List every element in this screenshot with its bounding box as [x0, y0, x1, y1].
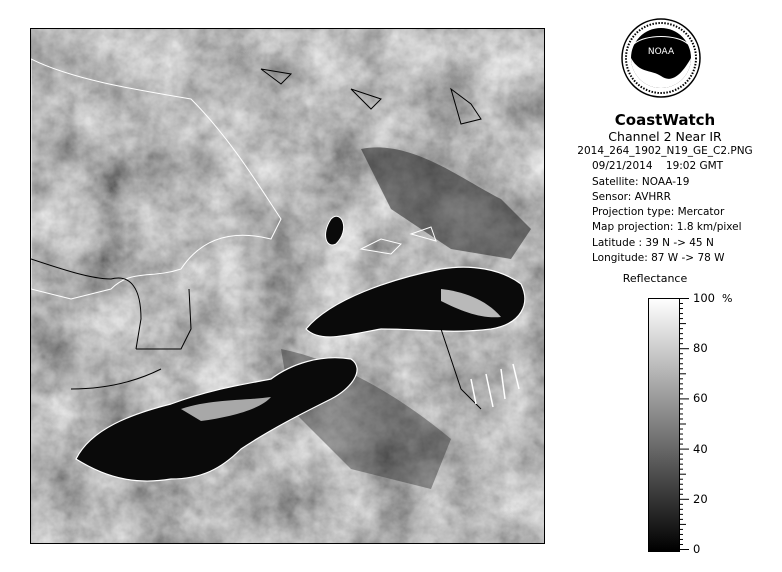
satellite: Satellite: NOAA-19	[592, 175, 690, 188]
noaa-logo	[620, 14, 702, 106]
latitude: Latitude : 39 N -> 45 N	[592, 236, 714, 249]
colorbar-tick-label: 100	[693, 291, 715, 305]
colorbar-tick-label: 0	[693, 542, 701, 556]
date: 09/21/2014	[592, 160, 653, 173]
colorbar	[648, 298, 680, 552]
colorbar-tick-label: 60	[693, 391, 708, 406]
colorbar-tick-label: 40	[693, 441, 708, 456]
time: 19:02 GMT	[665, 160, 724, 173]
filename: 2014_264_1902_N19_GE_C2.PNG	[577, 145, 753, 157]
channel-title: Channel 2 Near IR	[608, 129, 722, 144]
sensor: Sensor: AVHRR	[592, 190, 671, 203]
map-projection: Map projection: 1.8 km/pixel	[592, 221, 742, 234]
date-time	[560, 159, 770, 174]
noaa-logo-text: NOAA	[647, 47, 675, 57]
satellite-map[interactable]	[30, 28, 545, 544]
map-image	[31, 29, 544, 543]
info-panel	[560, 112, 770, 266]
noaa-logo-icon	[620, 14, 702, 106]
longitude: Longitude: 87 W -> 78 W	[592, 252, 725, 265]
colorbar-ticks	[679, 298, 693, 550]
colorbar-tick-label: 80	[693, 341, 708, 356]
brand-title: CoastWatch	[614, 111, 716, 129]
legend-unit: %	[722, 292, 733, 305]
legend-title: Reflectance	[622, 272, 688, 285]
colorbar-tick-label: 20	[693, 491, 708, 506]
projection-type: Projection type: Mercator	[592, 206, 725, 219]
